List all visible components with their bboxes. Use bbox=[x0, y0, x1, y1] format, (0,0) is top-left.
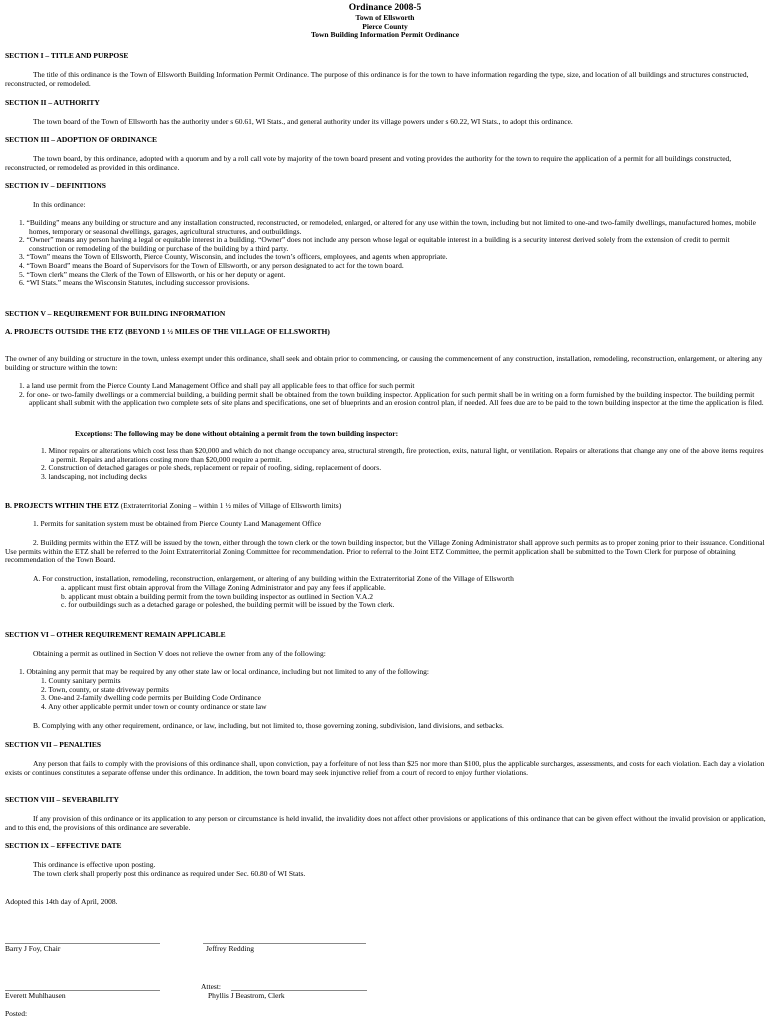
permit-type-item: 1. County sanitary permits bbox=[41, 676, 121, 685]
section-5b-item-2: 2. Building permits within the ETZ will be issued by the town, either through the town clerk or the town building inspector, but the Village Zoning Administrator shall approve such permits as to proper zoning prior to their issuance. Conditional Use permits within the ETZ shall be referred to the Joint Extraterritorial Zoning Committee for recommendation. Prior to referral to the Joint ETZ Committee, the permit application shall be submitted to the Town Clerk for purpose of obtaining recommendation of the Town Board. bbox=[5, 538, 765, 565]
exceptions-list bbox=[41, 447, 767, 481]
definition-item: 1. “Building” means any building or structure and any installation constructed, reconstructed, or remodeled, enlarged, or altered for any use within the town, including but not limited to one-and two-family dwellings, manufactured homes, mobile homes, temporary or seasonal dwellings, garages, agricultural structures, and outbuildings. bbox=[19, 218, 756, 236]
section-1-heading: SECTION I – TITLE AND PURPOSE bbox=[5, 51, 129, 60]
permit-type-item: 3. One-and 2-family dwelling code permits per Building Code Ordinance bbox=[41, 693, 261, 703]
definition-item: 3. “Town” means the Town of Ellsworth, Pierce County, Wisconsin, and includes the town’s officers, employees, and agents when appropriate. bbox=[19, 252, 448, 262]
document-title: Ordinance 2008-5 bbox=[348, 3, 422, 13]
section-5-heading: SECTION V – REQUIREMENT FOR BUILDING INFORMATION bbox=[5, 309, 226, 318]
adoption-date: Adopted this 14th day of April, 2008. bbox=[5, 897, 118, 906]
attest-label: Attest: bbox=[201, 982, 221, 991]
section-6-item-B: B. Complying with any other requirement, ordinance, or law, including, but not limited to, those governing zoning, subdivision, land divisions, and setbacks. bbox=[33, 721, 504, 730]
section-9-line-1: This ordinance is effective upon posting. bbox=[33, 860, 156, 869]
section-1-body: The title of this ordinance is the Town of Ellsworth Building Information Permit Ordinance. The purpose of this ordinance is for the town to have information regarding the type, size, and location of all buildings and structures constructed, reconstructed, or remodeled. bbox=[5, 70, 749, 88]
definition-item: 5. “Town clerk” means the Clerk of the Town of Ellsworth, or his or her deputy or agent. bbox=[19, 269, 286, 279]
permit-type-item: 4. Any other applicable permit under town or county ordinance or state law bbox=[41, 701, 267, 711]
section-8-heading: SECTION VIII – SEVERABILITY bbox=[5, 795, 119, 804]
section-7-heading: SECTION VII – PENALTIES bbox=[5, 740, 102, 749]
section-5b-item-1: 1. Permits for sanitation system must be obtained from Pierce County Land Management Office bbox=[33, 519, 322, 528]
header-ordinance-name: Town Building Information Permit Ordinance bbox=[310, 30, 460, 39]
definition-item: 4. “Town Board” means the Board of Supervisors for the Town of Ellsworth, or any person designated to act for the town board. bbox=[19, 260, 404, 270]
section-3-body: The town board, by this ordinance, adopted with a quorum and by a roll call vote by majority of the town board present and voting provides the authority for the town to require the application of a permit for all buildings constructed, reconstructed, or remodeled as provided in this ordinance. bbox=[5, 154, 732, 172]
permit-type-item: 2. Town, county, or state driveway permits bbox=[41, 684, 169, 694]
section-5b-A-list bbox=[61, 584, 767, 610]
section-5b-subtitle: (Extraterritorial Zoning – within 1 ½ miles of Village of Ellsworth limits) bbox=[118, 501, 342, 510]
requirement-item: 1. a land use permit from the Pierce County Land Management Office and shall pay all applicable fees to that office for such permit bbox=[19, 381, 415, 390]
exceptions-heading: Exceptions: The following may be done without obtaining a permit from the town building inspector: bbox=[75, 429, 399, 438]
section-8-body: If any provision of this ordinance or its application to any person or circumstance is held invalid, the invalidity does not affect other provisions or applications of this ordinance that can be given effect without the invalid provision or application, and to this end, the provisions of this ordinance are severable. bbox=[5, 814, 766, 832]
etz-step: b. applicant must obtain a building permit from the town building inspector as outlined in Section V.A.2 bbox=[61, 591, 373, 601]
section-6-item-1: 1. Obtaining any permit that may be required by any other state law or local ordinance, including but not limited to any of the following: bbox=[19, 667, 429, 676]
document-header bbox=[0, 3, 770, 40]
etz-step: a. applicant must first obtain approval from the Village Zoning Administrator and pay any fees if applicable. bbox=[61, 583, 386, 592]
section-2-heading: SECTION II – AUTHORITY bbox=[5, 98, 100, 107]
section-3-heading: SECTION III – ADOPTION OF ORDINANCE bbox=[5, 135, 158, 144]
requirement-item: 2. for one- or two-family dwellings or a commercial building, a building permit shall be obtained from the town building inspector. Application for such permit shall be in writing on a form furnished by the building inspector. The building permit applicant shall submit with the application two complete sets of site plans and specifications, one set of blueprints and an erosion control plan, if needed. All fees due are to be paid to the town building inspector at the time the application is filed. bbox=[19, 389, 764, 408]
section-6-heading: SECTION VI – OTHER REQUIREMENT REMAIN APPLICABLE bbox=[5, 630, 226, 639]
section-2-body: The town board of the Town of Ellsworth has the authority under s 60.61, WI Stats., and general authority under its village powers under s 60.22, WI Stats., to adopt this ordinance. bbox=[33, 117, 573, 126]
section-5b-A: A. For construction, installation, remodeling, reconstruction, enlargement, or altering of any building within the Extraterritorial Zone of the Village of Ellsworth bbox=[33, 574, 514, 583]
signer-chair: Barry J Foy, Chair bbox=[5, 944, 61, 953]
header-county: Pierce County bbox=[362, 21, 408, 31]
etz-step: c. for outbuildings such as a detached garage or poleshed, the building permit will be issued by the Town clerk. bbox=[61, 600, 395, 610]
exception-item: 3. landscaping, not including decks bbox=[41, 471, 147, 481]
section-6-sublist bbox=[41, 677, 767, 711]
definition-item: 6. “WI Stats.” means the Wisconsin Statutes, including successor provisions. bbox=[19, 278, 250, 288]
section-5a-body: The owner of any building or structure in the town, unless exempt under this ordinance, shall seek and obtain prior to commencing, or causing the commencement of any construction, installation, remodeling, reconstruction, enlargement, or altering any building or structure within the town: bbox=[5, 354, 763, 372]
section-9-line-2: The town clerk shall properly post this ordinance as required under Sec. 60.80 of WI Stats. bbox=[33, 869, 306, 878]
definition-item: 2. “Owner” means any person having a legal or equitable interest in a building. “Owner” does not include any person whose legal or equitable interest in a building is a security interest derived solely from the extension of credit to permit construction or remodeling of the building or purchase of the building by a third party. bbox=[19, 235, 730, 253]
section-5a-heading: A. PROJECTS OUTSIDE THE ETZ (BEYOND 1 ½ MILES OF THE VILLAGE OF ELLSWORTH) bbox=[5, 327, 330, 336]
posted-label: Posted: bbox=[5, 1009, 28, 1018]
section-9-heading: SECTION IX – EFFECTIVE DATE bbox=[5, 841, 122, 850]
section-5a-list bbox=[19, 382, 767, 408]
section-4-heading: SECTION IV – DEFINITIONS bbox=[5, 181, 106, 190]
section-5b-title: B. PROJECTS WITHIN THE ETZ bbox=[5, 501, 119, 510]
section-6-body: Obtaining a permit as outlined in Section V does not relieve the owner from any of the following: bbox=[33, 649, 326, 658]
section-7-body: Any person that fails to comply with the provisions of this ordinance shall, upon conviction, pay a forfeiture of not less than $25 nor more than $100, plus the applicable surcharges, assessments, and costs for each violation. Each day a violation exists or continues constitutes a separate offense under this ordinance. In addition, the town board may seek injunctive relief from a court of record to enjoy further violations. bbox=[5, 759, 765, 777]
signer-supervisor: Jeffrey Redding bbox=[206, 944, 254, 953]
definitions-list bbox=[19, 219, 767, 288]
signer-clerk: Phyllis J Beastrom, Clerk bbox=[208, 991, 285, 1000]
header-town: Town of Ellsworth bbox=[355, 13, 415, 22]
exception-item: 2. Construction of detached garages or pole sheds, replacement or repair of roofing, siding, replacement of doors. bbox=[41, 463, 382, 473]
signer-supervisor-2: Everett Muhlhausen bbox=[5, 991, 66, 1000]
exception-item: 1. Minor repairs or alterations which cost less than $20,000 and which do not change occupancy area, structural strength, fire protection, exits, natural light, or ventilation. Repairs or alterations that change any one of the above items requires a permit. Repairs and alterations costing more than $20,000 require a permit. bbox=[41, 446, 764, 464]
section-5b-heading bbox=[5, 502, 767, 511]
section-4-intro: In this ordinance: bbox=[33, 200, 86, 209]
